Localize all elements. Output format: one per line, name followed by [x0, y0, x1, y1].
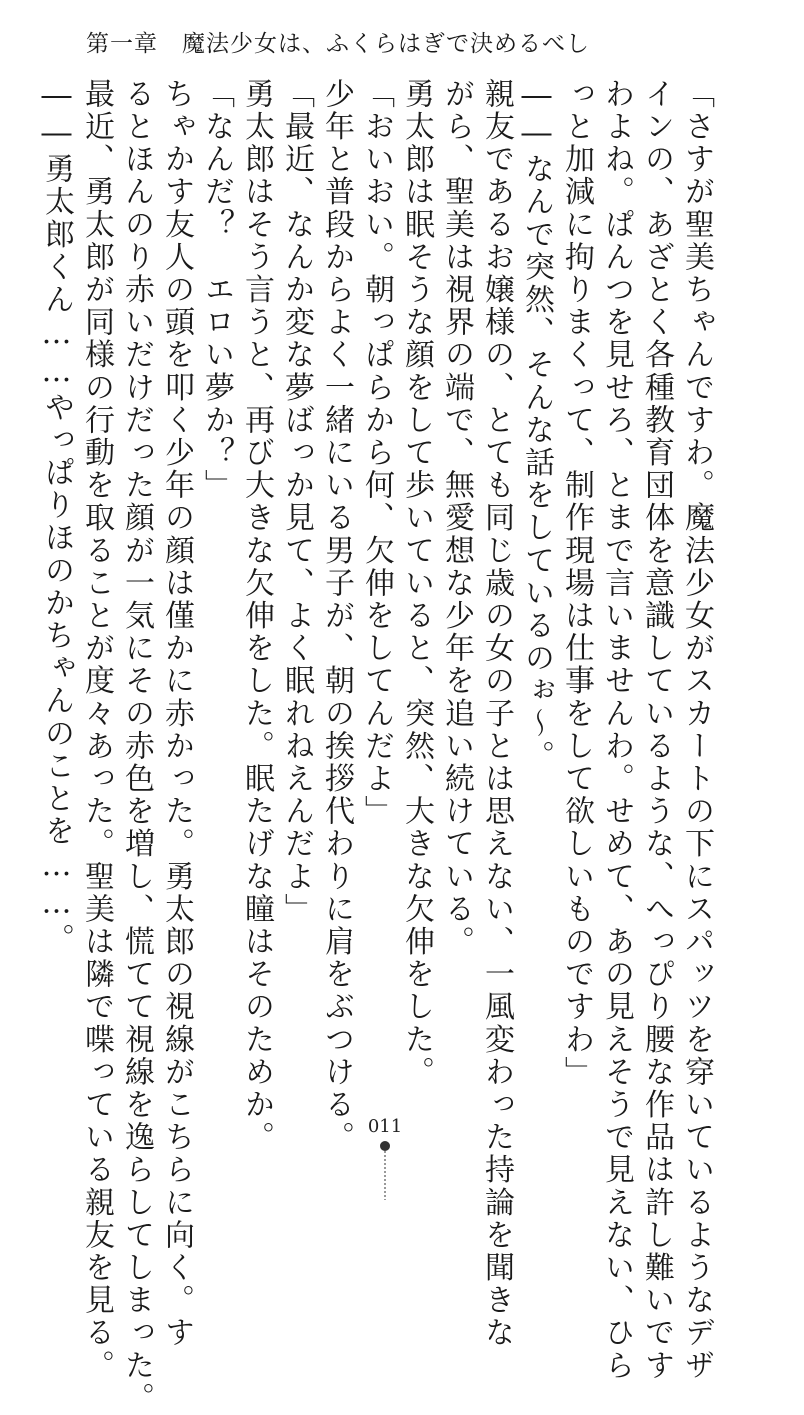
text-line-10: 少年と普段からよく一緒にいる男子が、朝の挨拶代わりに肩をぶつける。 [319, 78, 354, 1154]
text-line-13: 「なんだ？ エロい夢か？」 [199, 78, 234, 502]
text-line-3: わよね。ぱんつを見せろ、とまで言いませんわ。せめて、あの見えそうで見えない、ひら [599, 78, 634, 1382]
text-line-6: 親友であるお嬢様の、とても同じ歳の女の子とは思えない、一風変わった持論を聞きな [479, 78, 514, 1350]
text-line-8: 勇太郎は眠そうな顔をして歩いていると、突然、大きな欠伸をした。 [399, 78, 434, 1089]
text-line-9: 「おいおい。朝っぱらから何、欠伸をしてんだよ」 [359, 78, 394, 828]
text-line-11: 「最近、なんか変な夢ばっか見て、よく眠れねえんだよ」 [279, 78, 314, 926]
text-line-2: インの、あざとく各種教育団体を意識しているような、へっぴり腰な作品は許し難いです [639, 78, 674, 1382]
page-number: 011 [367, 1116, 403, 1137]
text-line-15: るとほんのり赤いだけだった顔が一気にその赤色を増し、慌てて視線を逸らしてしまった。 [119, 78, 154, 1415]
text-line-17: ――勇太郎くん……やっぱりほのかちゃんのことを……。 [39, 78, 74, 956]
text-line-12: 勇太郎はそう言うと、再び大きな欠伸をした。眠たげな瞳はそのためか。 [239, 78, 274, 1154]
text-line-1: 「さすが聖美ちゃんですわ。魔法少女がスカートの下にスパッツを穿いているようなデザ [679, 78, 714, 1382]
page-ornament-icon [379, 1140, 391, 1200]
text-line-7: がら、聖美は視界の端で、無愛想な少年を追い続けている。 [439, 78, 474, 959]
text-line-16: 最近、勇太郎が同様の行動を取ることが度々あった。聖美は隣で喋っている親友を見る。 [79, 78, 114, 1382]
text-line-4: っと加減に拘りまくって、制作現場は仕事をして欲しいものですわ」 [559, 78, 594, 1089]
chapter-title: 第一章 魔法少女は、ふくらはぎで決めるべし [86, 31, 590, 57]
text-line-14: ちゃかす友人の頭を叩く少年の顔は僅かに赤かった。勇太郎の視線がこちらに向く。す [159, 78, 194, 1350]
text-line-5: ――なんで突然、そんな話をしているのぉ～。 [519, 78, 554, 773]
